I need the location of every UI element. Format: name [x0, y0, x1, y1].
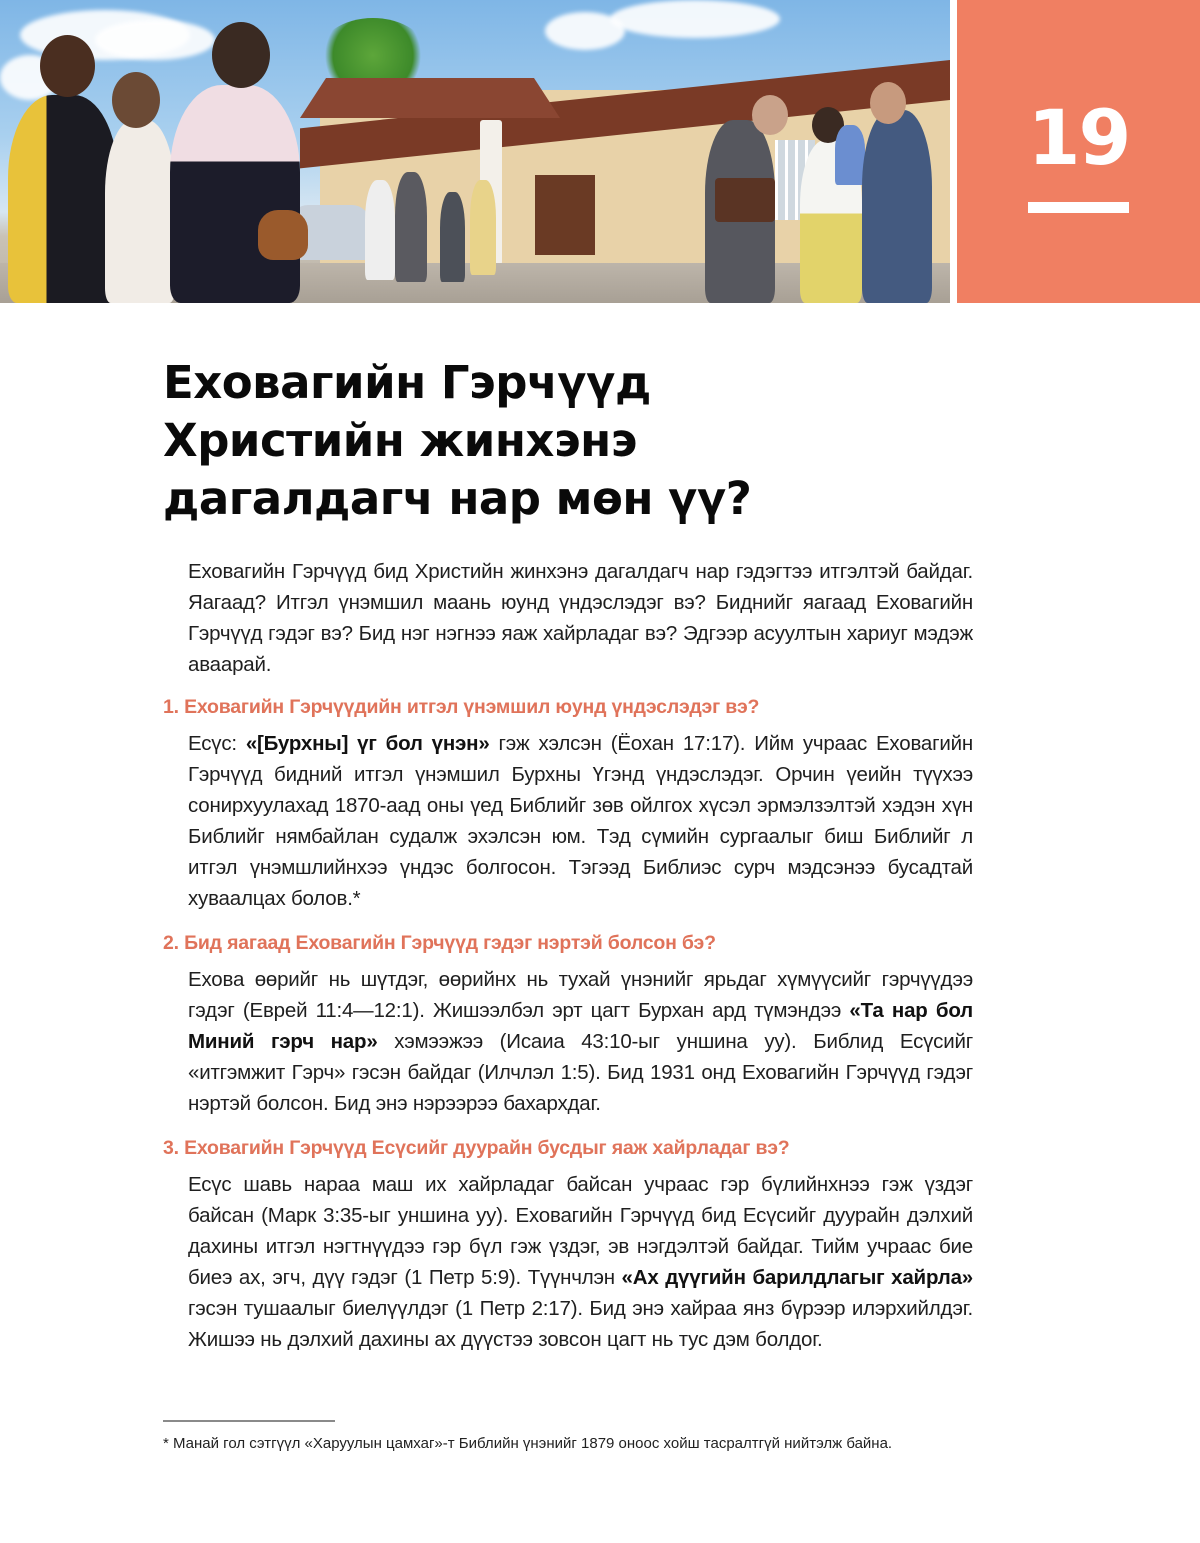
building-door: [535, 175, 595, 255]
person-head: [40, 35, 95, 97]
cloud: [610, 0, 780, 38]
question-section-3: [163, 1133, 973, 1355]
page-title: [163, 354, 863, 528]
question-section-2: [163, 928, 973, 1119]
lesson-content: [163, 556, 973, 1369]
answer-text: гэсэн тушаалыг биелүүлдэг (1 Петр 2:17). Бид энэ хайраа янз бүрээр илэрхийлдэг. Жишээ нь дэлхий дахины ах дүүстээ зовсон цагт нь тус дэм болдог.: [188, 1297, 973, 1351]
person-pink-top: [170, 85, 300, 303]
cloud: [545, 12, 625, 50]
scripture-quote: «[Бурхны] үг бол үнэн»: [245, 732, 490, 755]
person-walking: [470, 180, 496, 275]
person-head: [212, 22, 270, 88]
porch-roof: [300, 78, 560, 118]
footnote: * Манай гол сэтгүүл «Харуулын цамхаг»-т Библийн үнэнийг 1879 оноос хойш тасралтгүй нийтэлж байна.: [163, 1435, 893, 1452]
person-head: [112, 72, 160, 128]
question-section-1: [163, 692, 973, 914]
title-line: Еховагийн Гэрчүүд: [163, 356, 651, 409]
question-heading: 2. Бид яагаад Еховагийн Гэрчүүд гэдэг нэртэй болсон бэ?: [163, 932, 716, 954]
scripture-quote: «Та нар бол Миний гэрч нар»: [188, 999, 973, 1053]
answer-text: хэмээжээ (Исаиа 43:10-ыг уншина уу). Библид Есүсийг «итгэмжит Гэрч» гэсэн байдаг (Илчлэл 1:5). Бид 1931 онд Еховагийн Гэрчүүд гэдэг нэртэй болсон. Бид энэ нэрээрээ бахархдаг.: [188, 1030, 973, 1115]
answer-text: Есүс шавь нараа маш их хайрладаг байсан учраас гэр бүлийнхнээ гэж үздэг байсан (Марк 3:35-ыг уншина уу). Еховагийн Гэрчүүд бид Есүсийг дуурайн дэлхий дахины итгэл нэгтнүүдээ гэр бүл гэж үздэг, эв нэгдэлтэй байдаг. Тийм учраас бие биеэ ах, эгч, дүү гэдэг (1 Петр 5:9). Түүнчлэн: [188, 1173, 973, 1289]
answer-paragraph: [188, 728, 973, 914]
person-handbag: [258, 210, 308, 260]
header-photo: [0, 0, 950, 303]
answer-text: гэж хэлсэн (Ёохан 17:17). Ийм учраас Еховагийн Гэрчүүд бидний итгэл үнэмшил Бурхны Үгэнд үндэслэдэг. Орчин үеийн түүхээ сонирхуулахад 1870-аад оны үед Библийг зөв ойлгох хүсэл эрмэлзэлтэй хэдэн хүн Библийг нямбайлан судалж эхэлсэн юм. Тэд сүмийн сургаалыг биш Библийг л итгэл үнэмшлийнхээ үндэс болгосон. Тэгээд Библиэс сурч мэдсэнээ бусадтай хуваалцах болов.*: [188, 732, 974, 910]
lesson-number-panel: [957, 0, 1200, 303]
person-walking: [365, 180, 395, 280]
cloud: [95, 20, 215, 60]
person-head: [752, 95, 788, 135]
answer-text: Ехова өөрийг нь шүтдэг, өөрийнх нь тухай үнэнийг ярьдаг хүмүүсийг гэрчүүдээ гэдэг (Еврей 11:4—12:1). Жишээлбэл эрт цагт Бурхан ард түмэндээ: [188, 968, 973, 1022]
scripture-quote: «Ах дүүгийн барилдлагыг хайрла»: [621, 1266, 973, 1289]
title-line: дагалдагч нар мөн үү?: [163, 472, 752, 525]
lesson-number-underline: [1028, 202, 1129, 213]
answer-paragraph: [188, 964, 973, 1119]
answer-paragraph: [188, 1169, 973, 1355]
person-head: [870, 82, 906, 124]
person-walking: [440, 192, 465, 282]
footnote-divider: [163, 1420, 335, 1422]
intro-paragraph: Еховагийн Гэрчүүд бид Христийн жинхэнэ дагалдагч нар гэдэгтээ итгэлтэй байдаг. Яагаад? Итгэл үнэмшил маань юунд үндэслэдэг вэ? Биднийг яагаад Еховагийн Гэрчүүд гэдэг вэ? Бид нэг нэгнээ яаж хайрладаг вэ? Эдгээр асуултын хариуг мэдэж аваарай.: [188, 560, 973, 676]
question-heading: 1. Еховагийн Гэрчүүдийн итгэл үнэмшил юунд үндэслэдэг вэ?: [163, 696, 760, 718]
lesson-number: 19: [1027, 93, 1130, 182]
briefcase: [715, 178, 775, 222]
child: [835, 125, 865, 185]
title-line: Христийн жинхэнэ: [163, 414, 637, 467]
answer-text: Есүс:: [188, 732, 246, 755]
person-yellow-cardigan: [8, 95, 118, 303]
question-heading: 3. Еховагийн Гэрчүүд Есүсийг дуурайн бусдыг яаж хайрладаг вэ?: [163, 1137, 790, 1159]
person-white-dress: [105, 120, 175, 303]
person-blue-suit: [862, 110, 932, 303]
person-walking: [395, 172, 427, 282]
